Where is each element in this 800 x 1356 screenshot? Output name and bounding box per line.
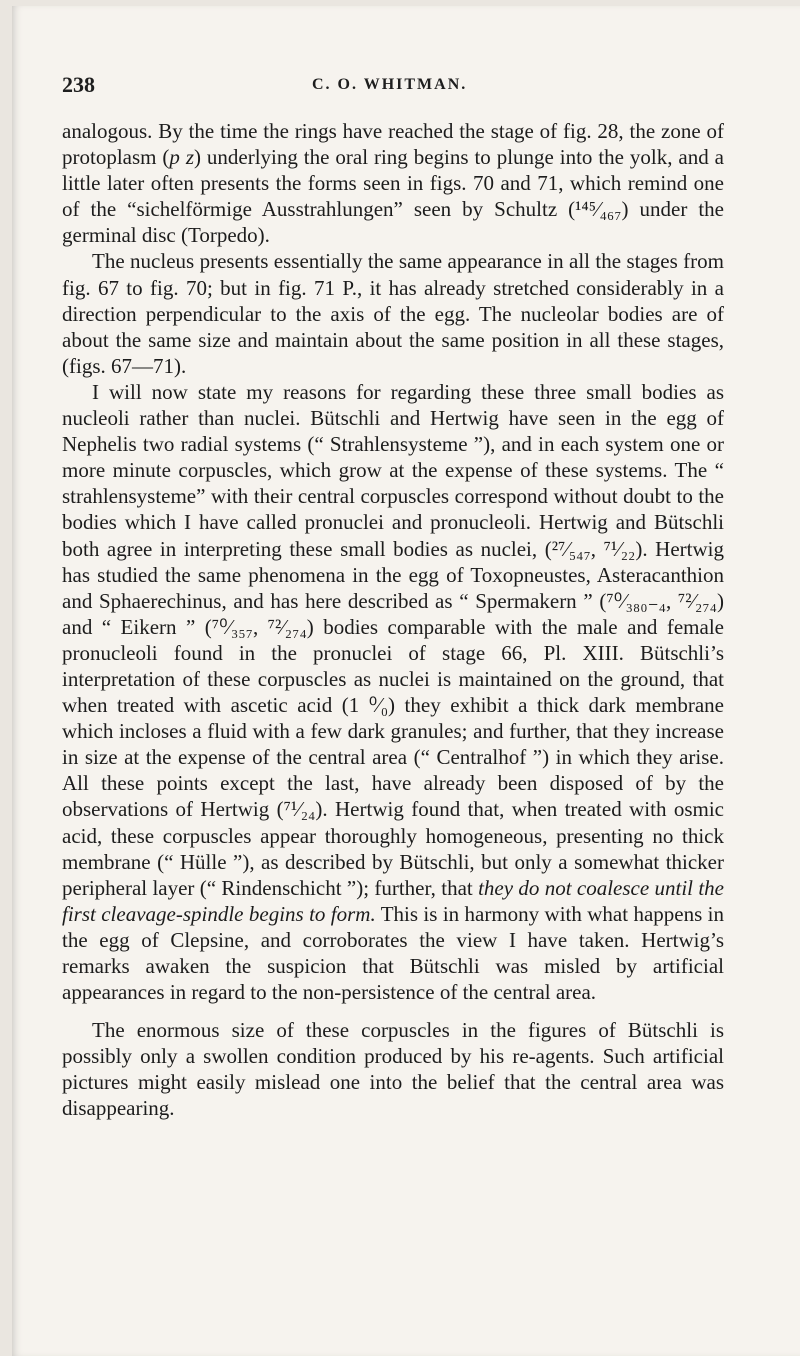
paragraph-3 (62, 379, 724, 1005)
paragraph-2 (62, 248, 724, 378)
italic-segment: p z (169, 145, 194, 170)
body-text (62, 118, 724, 1122)
page-header (62, 72, 722, 102)
italic-segment: they do not coalesce until the first cleavage-spindle begins to form. (62, 875, 724, 926)
page-number: 238 (62, 72, 95, 97)
text-segment: I will now state my reasons for regarding these three small bodies as nucleoli rather than nuclei. Bütschli and Hertwig have seen in the egg of Nephelis two radial systems (“ Strahlensysteme ”), and in each system one or more minute corpuscles, which grow at the expense of these systems. The “ strahlensysteme” with their central corpuscles correspond without doubt to the bodies which I have called pronuclei and pronucleoli. Hertwig and Bütschli both agree in interpreting these small bodies as nuclei, (²⁷⁄₅₄₇, ⁷¹⁄₂₂). Hertwig has studied the same phenomena in the egg of Toxopneustes, Asteracanthion and Sphaerechinus, and has here described as “ Spermakern ” (⁷⁰⁄₃₈₀₋₄, ⁷²⁄₂₇₄) and “ Eikern ” (⁷⁰⁄₃₅₇, ⁷²⁄₂₇₄) bodies comparable with the male and female pronucleoli found in the pronuclei of stage 66, Pl. XIII. Bütschli’s interpretation of these corpuscles as nuclei is maintained on the ground, that when treated with ascetic acid (1 ⁰⁄₀) they exhibit a thick dark membrane which incloses a fluid with a few dark granules; and further, that they increase in size at the expense of the central area (“ Centralhof ”) in which they arise. All these points except the last, have already been disposed of by the observations of Hertwig (⁷¹⁄₂₄). Hertwig found that, when treated with osmic acid, these corpuscles appear thoroughly homogeneous, presenting no thick membrane (“ Hülle ”), as described by Bütschli, but only a somewhat thicker peripheral layer (“ Rindenschicht ”); further, that (62, 379, 724, 900)
text-segment: ) underlying the oral ring begins to plunge into the yolk, and a little later often presents the forms seen in figs. 70 and 71, which remind one of the “sichelförmige Ausstrahlungen” seen by Schultz (¹⁴⁵⁄₄₆₇) under the germinal disc (Torpedo). (62, 145, 724, 248)
paragraph-1 (62, 118, 724, 248)
paragraph-4 (62, 1017, 724, 1121)
text-segment: The nucleus presents essentially the same appearance in all the stages from fig. 67 to fig. 70; but in fig. 71 P., it has already stretched considerably in a direction perpendicular to the axis of the egg. The nucleolar bodies are of about the same size and maintain about the same position in all these stages, (figs. 67—71). (62, 249, 724, 378)
text-segment: analogous. By the time the rings have reached the stage of fig. 28, the zone of protoplasm ( (62, 119, 724, 170)
text-segment: The enormous size of these corpuscles in the figures of Bütschli is possibly only a swollen condition produced by his re-agents. Such artificial pictures might easily mislead one into the belief that the central area was disappearing. (62, 1018, 724, 1121)
text-segment: This is in harmony with what happens in the egg of Clepsine, and corroborates the view I have taken. Hertwig’s remarks awaken the suspicion that Bütschli was misled by artificial appearances in regard to the non-persistence of the central area. (62, 901, 724, 1005)
running-head: C. O. WHITMAN. (312, 76, 468, 93)
